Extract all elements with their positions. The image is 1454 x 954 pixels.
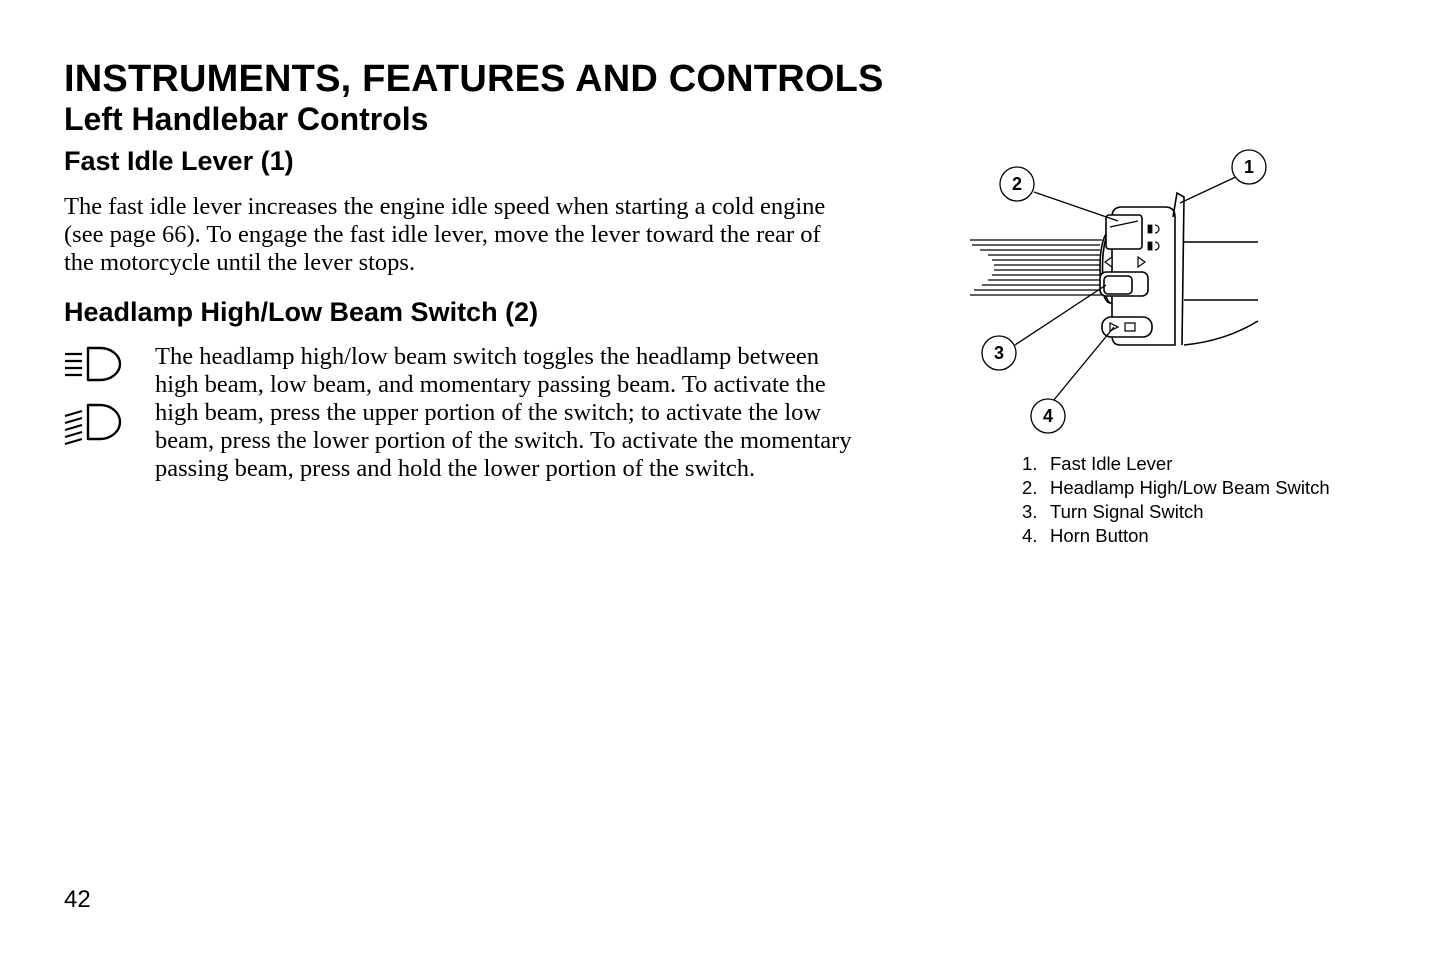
legend-number: 4. [1022,525,1038,546]
fast-idle-paragraph: The fast idle lever increases the engine idle speed when starting a cold engine (see page 66). To engage the fast idle lever, move the lever toward the rear of the motorcycle until the lever stops. [64,193,826,276]
callout-4: 4 [1042,406,1054,426]
left-handlebar-diagram [960,145,1280,440]
legend-item [1022,476,1330,500]
legend-number: 3. [1022,501,1038,522]
legend-label: Horn Button [1050,525,1149,546]
headlamp-heading: Headlamp High/Low Beam Switch (2) [64,297,539,327]
handlebar [1184,242,1258,345]
legend-label: Headlamp High/Low Beam Switch [1050,477,1330,498]
section-title: Left Handlebar Controls [64,101,429,137]
diagram-legend [1022,452,1330,548]
legend-number: 2. [1022,477,1038,498]
page-title: INSTRUMENTS, FEATURES AND CONTROLS [64,58,884,100]
fast-idle-heading: Fast Idle Lever (1) [64,146,294,176]
callout-1: 1 [1243,157,1255,177]
callout-2: 2 [1011,174,1023,194]
legend-label: Fast Idle Lever [1050,453,1173,474]
legend-number: 1. [1022,453,1038,474]
high-beam-icon [62,345,124,385]
page-number: 42 [64,886,91,913]
legend-label: Turn Signal Switch [1050,501,1204,522]
switch-housing [1100,207,1175,345]
callout-3: 3 [993,343,1005,363]
legend-item [1022,452,1330,476]
handgrip [970,231,1120,303]
low-beam-icon [62,402,124,446]
legend-item [1022,524,1330,548]
legend-item [1022,500,1330,524]
headlamp-paragraph: The headlamp high/low beam switch toggles the headlamp between high beam, low beam, and momentary passing beam. To activate the high beam, press the upper portion of the switch; to activate the low beam, press the lower portion of the switch. To activate the momentary passing beam, press and hold the lower portion of the switch. [155,343,852,482]
